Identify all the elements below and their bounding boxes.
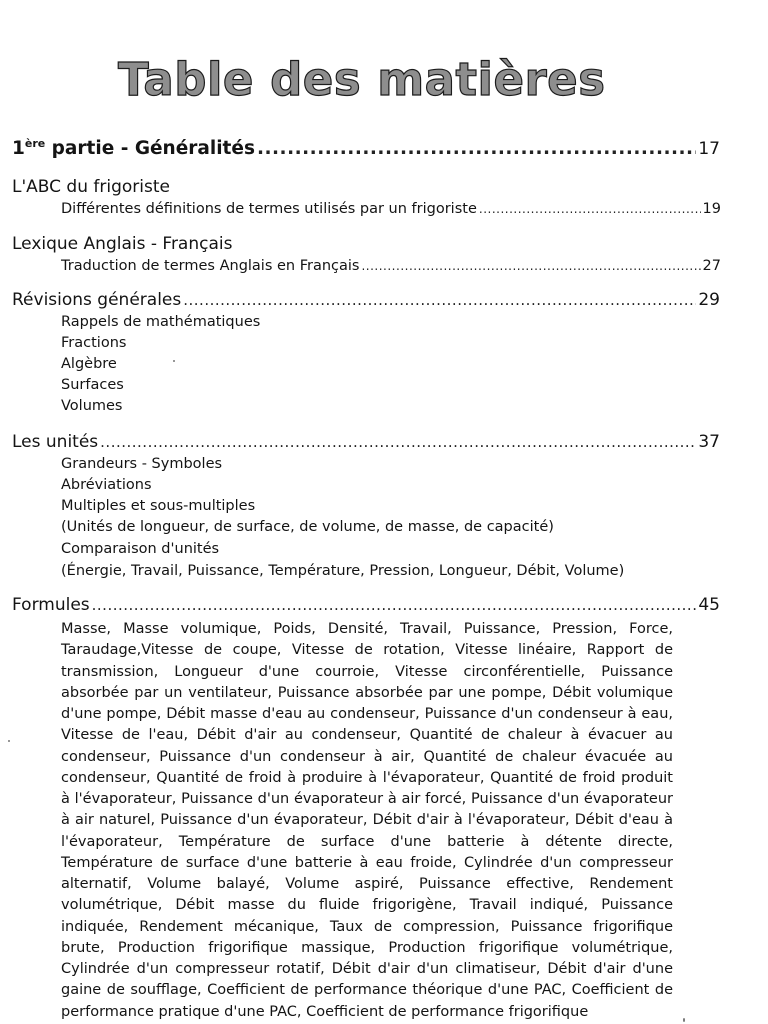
toc-item-label: Traduction de termes Anglais en Français	[61, 258, 360, 274]
toc-item-label: Différentes définitions de termes utilisés par un frigoriste	[61, 201, 477, 217]
formules-list-paragraph: Masse, Masse volumique, Poids, Densité, Travail, Puissance, Pression, Force, Taraudage,Vitesse de coupe, Vitesse de rotation, Vitesse linéaire, Rapport de transmission, Longueur d'une courroie, Vitesse circonférentielle, Puissance absorbée par un ventilateur, Puissance absorbée par une pompe, Débit volumique d'une pompe, Débit masse d'eau au condenseur, Puissance d'un condenseur à eau, Vitesse de l'eau, Débit d'air au condenseur, Quantité de chaleur à évacuer au condenseur, Puissance d'un condenseur à air, Quantité de chaleur évacuée au condenseur, Quantité de froid à produire à l'évaporateur, Quantité de froid produit à l'évaporateur, Puissance d'un évaporateur à air forcé, Puissance d'un évaporateur à air naturel, Puissance d'un évaporateur, Débit d'air à l'évaporateur, Débit d'eau à l'évaporateur, Température de surface d'une batterie à détente directe, Température de surface d'une batterie à eau froide, Cylindrée d'un compresseur alternatif, Volume balayé, Volume aspiré, Puissance effective, Rendement volumétrique, Débit masse du fluide frigorigène, Travail indiqué, Puissance indiquée, Rendement mécanique, Taux de compression, Puissance frigorifique brute, Production frigorifique massique, Production frigorifique volumétrique, Cylindrée d'un compresseur rotatif, Débit d'air d'un climatiseur, Débit d'air d'une gaine de soufflage, Coefficient de performance théorique d'une PAC, Coefficient de performance pratique d'une PAC, Coefficient de performance frigorifique	[61, 621, 673, 1020]
page-number: 27	[702, 258, 721, 274]
leader-dots	[479, 202, 701, 216]
toc-item: Abréviations	[61, 477, 152, 493]
page-number: 37	[698, 432, 720, 452]
scan-speck	[683, 1018, 685, 1022]
toc-item: Fractions	[61, 335, 127, 351]
leader-dots	[100, 433, 696, 451]
leader-dots	[92, 596, 697, 614]
toc-item: (Unités de longueur, de surface, de volume, de masse, de capacité)	[61, 519, 554, 535]
section-title: Formules	[12, 595, 90, 615]
page-number: 45	[698, 595, 720, 615]
page-number: 19	[702, 201, 721, 217]
page-number: 17	[698, 139, 720, 159]
toc-item: Rappels de mathématiques	[61, 314, 261, 330]
toc-section-unites	[12, 432, 720, 452]
toc-item: Multiples et sous-multiples	[61, 498, 256, 514]
leader-dots	[183, 291, 696, 309]
toc-item: Surfaces	[61, 377, 124, 393]
section-title: Révisions générales	[12, 290, 182, 310]
section-title: Les unités	[12, 432, 99, 452]
leader-dots	[257, 138, 696, 159]
toc-item: Grandeurs - Symboles	[61, 456, 223, 472]
page-title: Table des matières	[118, 53, 606, 106]
toc-section-lexique: Lexique Anglais - Français	[12, 234, 233, 254]
toc-section-revisions	[12, 290, 720, 310]
toc-item	[61, 201, 721, 217]
toc-item: Volumes	[61, 398, 123, 414]
toc-section-formules	[12, 595, 720, 615]
leader-dots	[361, 259, 700, 273]
scan-speck	[173, 360, 175, 362]
toc-part-1	[12, 138, 720, 159]
page-number: 29	[698, 290, 720, 310]
toc-item	[61, 258, 721, 274]
toc-item: Algèbre	[61, 356, 117, 372]
scan-speck	[8, 740, 10, 742]
toc-section-abc: L'ABC du frigoriste	[12, 177, 170, 197]
toc-item: Comparaison d'unités	[61, 541, 220, 557]
part-title: 1ère partie - Généralités	[12, 136, 255, 159]
toc-item: (Énergie, Travail, Puissance, Température, Pression, Longueur, Débit, Volume)	[61, 563, 625, 579]
